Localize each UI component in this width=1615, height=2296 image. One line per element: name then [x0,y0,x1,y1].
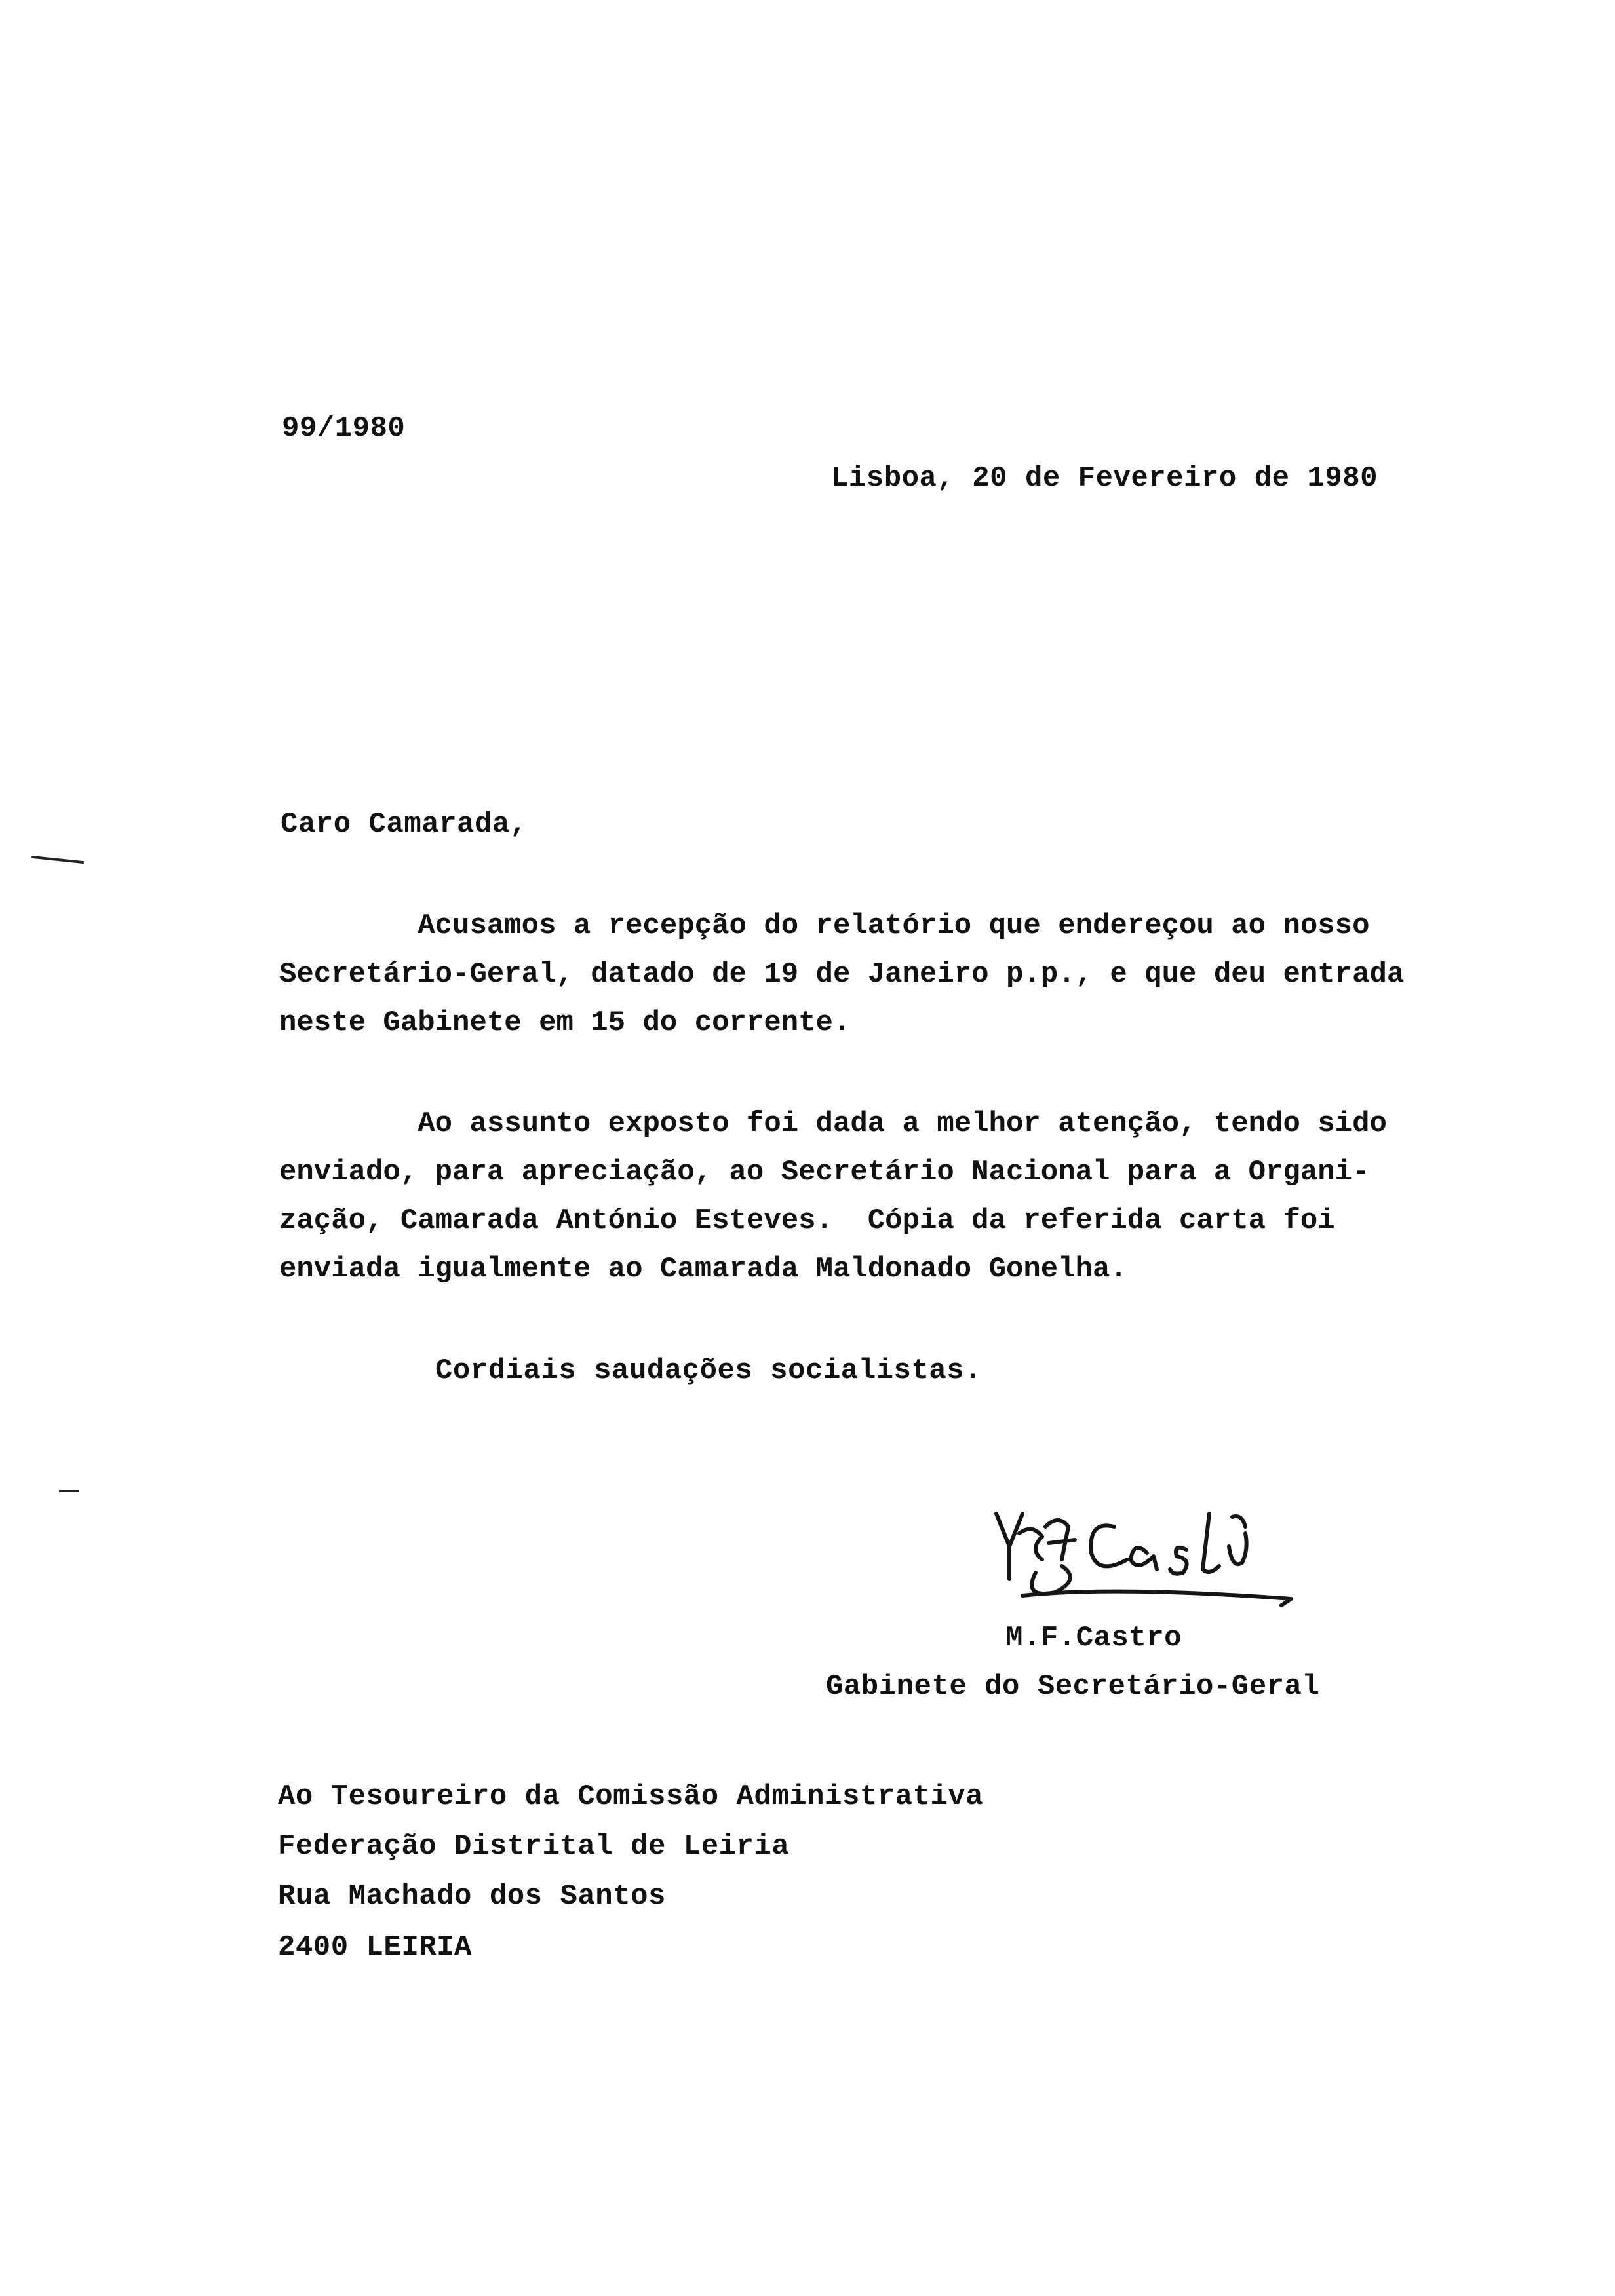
paragraph-line: neste Gabinete em 15 do corrente. [279,1006,851,1039]
address-line-2: Federação Distrital de Leiria [278,1830,790,1863]
paragraph-line: Secretário-Geral, datado de 19 de Janeiro p.p., e que deu entrada [279,958,1405,991]
address-line-4: 2400 LEIRIA [278,1931,472,1964]
paragraph-line: Ao assunto exposto foi dada a melhor atenção, tendo sido [279,1107,1387,1140]
reference-number: 99/1980 [282,412,406,445]
signer-office: Gabinete do Secretário-Geral [826,1670,1320,1703]
scan-mark [59,1490,79,1492]
paragraph-line: Acusamos a recepção do relatório que endereçou ao nosso [279,909,1370,942]
closing: Cordiais saudações socialistas. [435,1354,983,1387]
place-date: Lisboa, 20 de Fevereiro de 1980 [831,462,1378,495]
paragraph-line: enviada igualmente ao Camarada Maldonado Gonelha. [279,1253,1127,1286]
signer-name: M.F.Castro [1005,1622,1182,1655]
paragraph-1 [279,902,1564,1047]
paragraph-line: zação, Camarada António Esteves. Cópia da referida carta foi [279,1204,1335,1237]
salutation: Caro Camarada, [281,808,528,841]
address-line-1: Ao Tesoureiro da Comissão Administrativa [278,1780,984,1813]
scan-mark [31,856,84,864]
address-line-3: Rua Machado dos Santos [278,1880,666,1913]
paragraph-2 [279,1100,1564,1293]
paragraph-line: enviado, para apreciação, ao Secretário Nacional para a Organi- [279,1156,1370,1189]
handwritten-signature [983,1487,1324,1618]
